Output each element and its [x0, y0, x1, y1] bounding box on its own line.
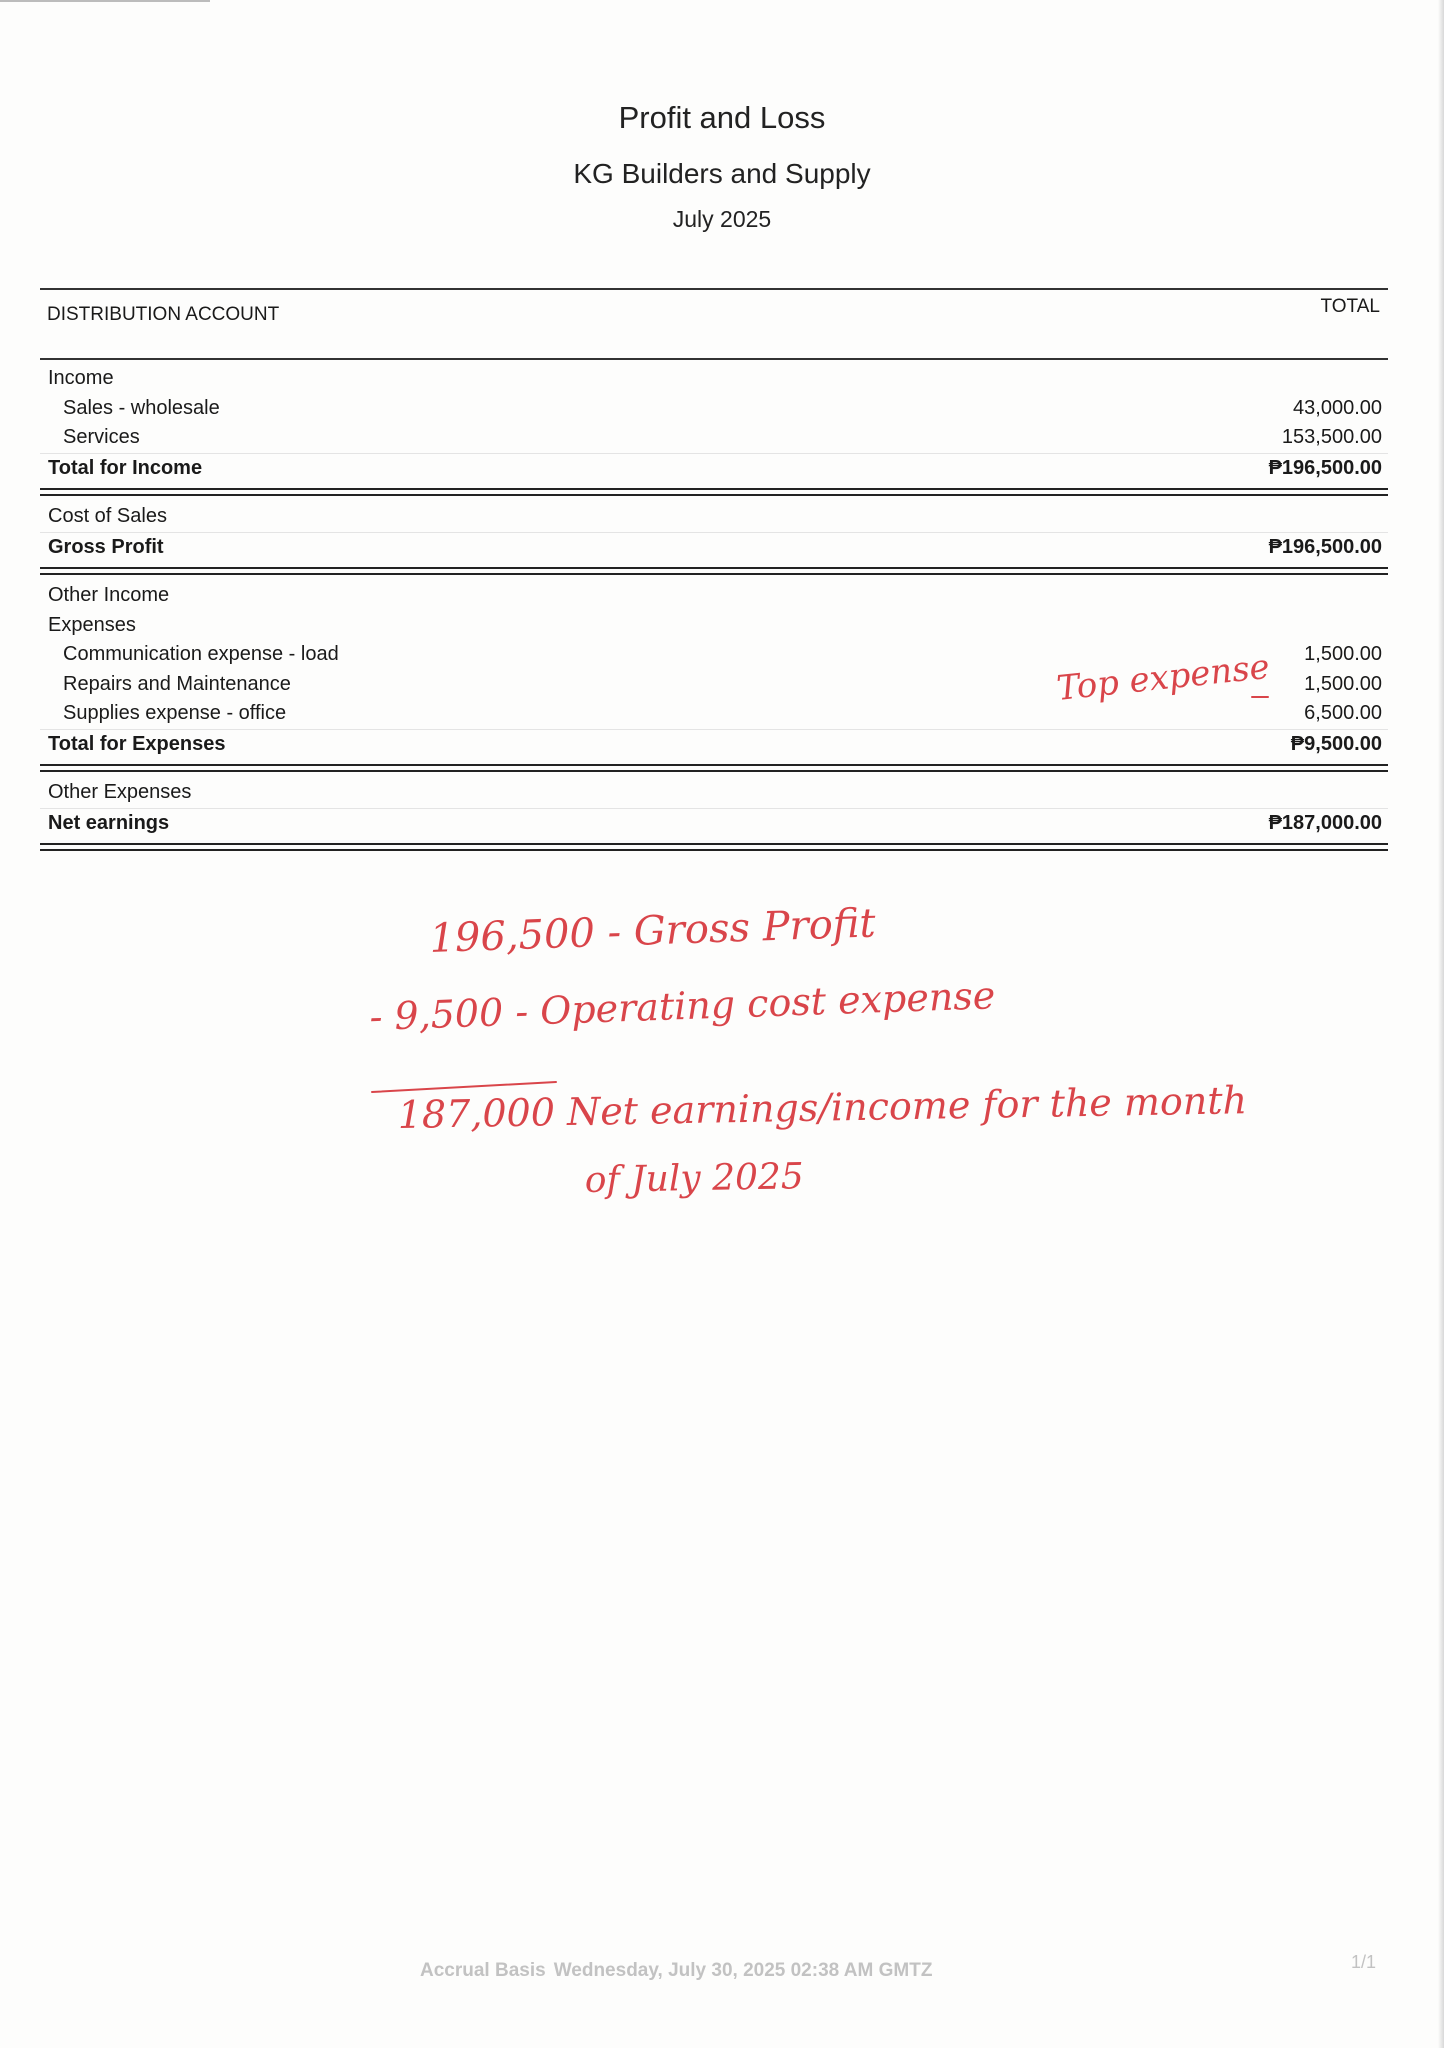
line-label: Repairs and Maintenance: [63, 672, 291, 695]
report-period: July 2025: [672, 206, 772, 232]
handwriting-line-1: 196,500 - Gross Profit: [428, 900, 877, 962]
line-amount: 1,500.00: [1304, 643, 1382, 665]
line-label: Communication expense - load: [63, 643, 339, 665]
total-amount: ₱196,500.00: [1268, 456, 1382, 479]
column-header-account: DISTRIBUTION ACCOUNT: [47, 304, 280, 325]
line-label: Sales - wholesale: [63, 396, 220, 419]
line-amount: 153,500.00: [1281, 426, 1382, 448]
handwriting-top-expense: Top expense: [1054, 646, 1272, 709]
line-label: Services: [63, 426, 140, 448]
line-label: Supplies expense - office: [63, 702, 287, 724]
line-amount: 1,500.00: [1304, 672, 1382, 695]
report-title: Profit and Loss: [618, 100, 826, 135]
handwriting-line-4: of July 2025: [584, 1156, 805, 1201]
total-amount: ₱187,000.00: [1268, 811, 1382, 834]
footer-timestamp: Wednesday, July 30, 2025 02:38 AM GMTZ: [553, 1960, 933, 1981]
section-label: Income: [48, 367, 114, 389]
total-label: Total for Expenses: [48, 732, 226, 755]
total-label: Gross Profit: [48, 535, 164, 558]
total-label: Total for Income: [48, 456, 203, 479]
section-label: Expenses: [48, 613, 136, 636]
section-label: Other Expenses: [48, 781, 192, 803]
total-amount: ₱196,500.00: [1268, 535, 1382, 558]
section-label: Cost of Sales: [48, 505, 167, 527]
handwriting-line-3: 187,000 Net earnings/income for the month: [397, 1078, 1248, 1137]
handwriting-line-2: - 9,500 - Operating cost expense: [368, 973, 996, 1039]
total-label: Net earnings: [48, 811, 170, 834]
total-amount: ₱9,500.00: [1290, 732, 1382, 755]
company-name: KG Builders and Supply: [573, 158, 871, 189]
line-amount: 6,500.00: [1304, 702, 1382, 724]
line-amount: 43,000.00: [1293, 396, 1382, 419]
section-label: Other Income: [48, 584, 170, 606]
column-header-total: TOTAL: [1320, 296, 1380, 317]
footer-basis: Accrual Basis: [420, 1960, 546, 1981]
page-number: 1/1: [1350, 1952, 1376, 1972]
report-footer: [420, 1960, 932, 1982]
